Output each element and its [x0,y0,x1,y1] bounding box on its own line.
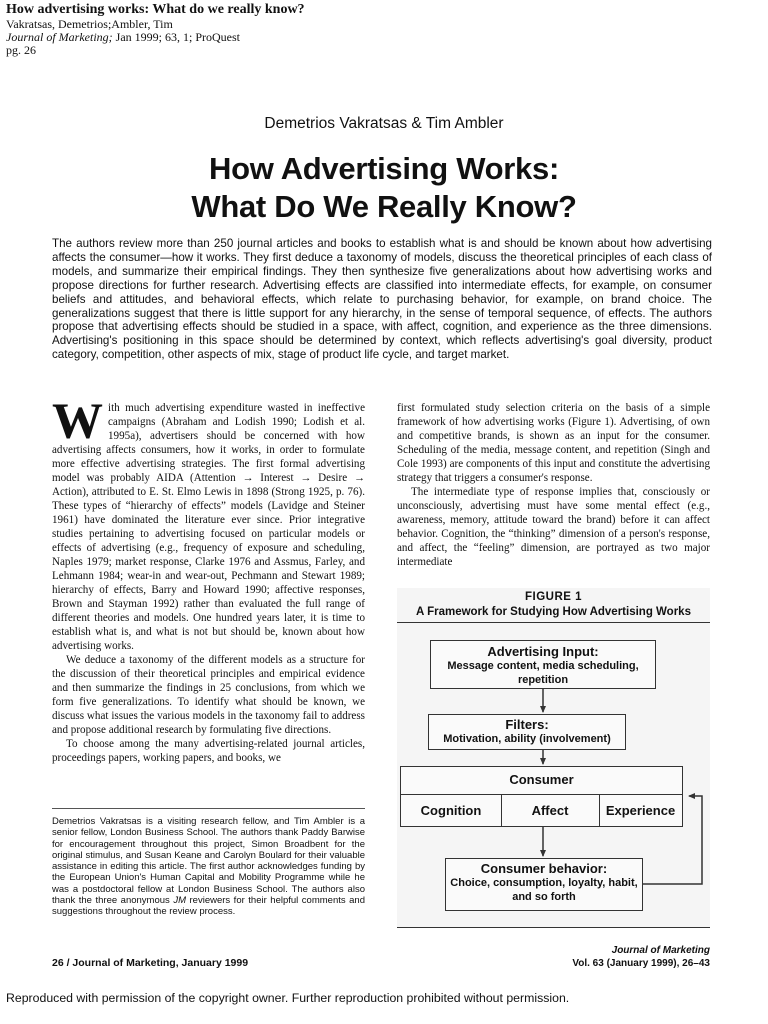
citation-journal [6,30,240,45]
abstract-text: The authors review more than 250 journal articles and books to establish what is and should be known about how advertising affects the consumer—how it works. They first deduce a taxonomy of models, discuss the theoretical principles of each class of models, and summarize their empirical findings. They then synthesize five generalizations about how advertising works and propose directions for further research. Advertising effects are classified into intermediate effects, for example, on consumer beliefs and attitudes, and behavioral effects, which relate to purchasing behavior, for example, on brand choice. The generalizations suggest that there is little support for any hierarchy, in the sense of temporal sequence, of effects. The authors propose that advertising effects should be studied in a space, with affect, cognition, and experience as the three dimensions. Advertising's positioning in this space should be determined by context, which reflects advertising's goal diversity, product category, competition, other aspects of mix, stage of product life cycle, and target market. [52,237,712,362]
body-paragraph [52,394,365,653]
drop-cap: W [52,394,103,450]
consumer-title: Consumer [509,772,574,787]
figure-1 [397,588,710,928]
citation-authors: Vakratsas, Demetrios;Ambler, Tim [6,17,173,31]
body-paragraph-text: ith much advertising expenditure wasted in ineffective campaigns (Abraham and Lodish 1990; Lodish et al. 1995a), advertisers should be concerned with how advertising affects consumers, how it works, in order to formulate more effective advertising strategies. The first formal advertising model was probably AIDA (Attention → Interest → Desire → Action), attributed to E. St. Elmo Lewis in 1898 (Strong 1925, p. 76). These types of “hierarchy of effects” models (Lavidge and Steiner 1961) have dominated the literature ever since. Prior integrative studies pertaining to advertising focused on particular models or effects of advertising (e.g., frequency of exposure and scheduling, Naples 1979; market response, Clarke 1976 and Assmus, Farley, and Lehmann 1984; wear-in and wear-out, Pechmann and Stewart 1989; hierarchy of effects, Barry and Howard 1990; affective responses, Brown and Stayman 1992) rather than evaluated the full range of different theories and models. One hundred years later, it is time to establish what is, and what is not but should be, known about how advertising works. [52,402,365,652]
experience-cell: Experience [605,803,676,818]
footnote-journal-abbrev: JM [173,895,186,907]
filters-title: Filters: [505,717,549,732]
figure-rule-top [397,622,710,623]
footnote-text-part: reviewers for their helpful comments and suggestions throughout the review process. [52,895,365,918]
consumer-behavior-detail: Choice, consumption, loyalty, habit, and so forth [450,877,638,903]
filters-box [428,714,626,750]
citation-page: pg. 26 [6,43,36,57]
citation-journal-issue: Jan 1999; 63, 1; ProQuest [112,30,240,44]
body-paragraph: The intermediate type of response implies that, consciously or unconsciously, advertising must have some mental effect (e.g., awareness, memory, attitude toward the brand) before it can affect behavior. Cognition, the “thinking” dimension of a person's response, and affect, the “feeling” dimension, are portrayed as two major intermediate [397,486,710,568]
body-column-left [52,394,365,765]
body-column-right [397,401,710,569]
body-paragraph: To choose among the many advertising-related journal articles, proceedings papers, working papers, and books, we [52,738,365,764]
author-byline: Demetrios Vakratsas & Tim Ambler [264,115,504,132]
headline-line-2: What Do We Really Know? [191,189,577,224]
article-headline [0,150,768,226]
consumer-behavior-title: Consumer behavior: [480,861,608,876]
figure-label: FIGURE 1 [524,591,583,603]
cognition-cell: Cognition [401,795,502,826]
body-paragraph: first formulated study selection criteria on the basis of a simple framework of how advertising works (Figure 1). Advertising, of own and competitive brands, is shown as an input for the consumer. Scheduling of the media, message content, and repetition (Singh and Cole 1993) are components of this input and constitute the advertising strategy that triggers a consumer's response. [397,402,710,484]
advertising-input-title: Advertising Input: [487,644,599,659]
affect-cell: Affect [501,795,600,826]
reproduction-notice: Reproduced with permission of the copyright owner. Further reproduction prohibited without permission. [6,991,570,1005]
footer-journal-name: Journal of Marketing [611,945,710,956]
advertising-input-detail: Message content, media scheduling, repetition [447,660,639,686]
advertising-input-box [430,640,656,689]
headline-line-1: How Advertising Works: [209,151,559,186]
author-footnote [52,808,365,918]
body-paragraph: We deduce a taxonomy of the different models as a structure for the discussion of their theoretical principles and empirical evidence and then summarize the findings in 25 conclusions, from which we form five generalizations. To identify what should be known, we discuss what issues the various models in the taxonomy fail to address and propose additional research by formulating five directions. [52,654,365,736]
consumer-box [400,766,683,827]
abstract [52,237,712,362]
footnote-text-part: Demetrios Vakratsas is a visiting research fellow, and Tim Ambler is a senior fellow, London Business School. The authors thank Paddy Barwise for encouragement throughout this project, Simon Broadbent for the original stimulus, and Susan Keane and Carolyn Boulard for their valuable assistance in editing this article. The first author acknowledges funding by the European Union's Human Capital and Mobility Programme while he was a postdoctoral fellow at London Business School. The authors also thank the three anonymous [52,816,365,907]
consumer-behavior-box [445,858,643,911]
figure-rule-bottom [397,927,710,928]
page-footer-left: 26 / Journal of Marketing, January 1999 [52,957,249,969]
filters-detail: Motivation, ability (involvement) [443,733,611,745]
figure-title: A Framework for Studying How Advertising Works [416,606,691,618]
citation-title: How advertising works: What do we really know? [6,2,305,17]
footer-volume: Vol. 63 (January 1999), 26–43 [572,958,710,969]
footnote-text [52,816,365,918]
citation-journal-name: Journal of Marketing; [6,30,113,44]
